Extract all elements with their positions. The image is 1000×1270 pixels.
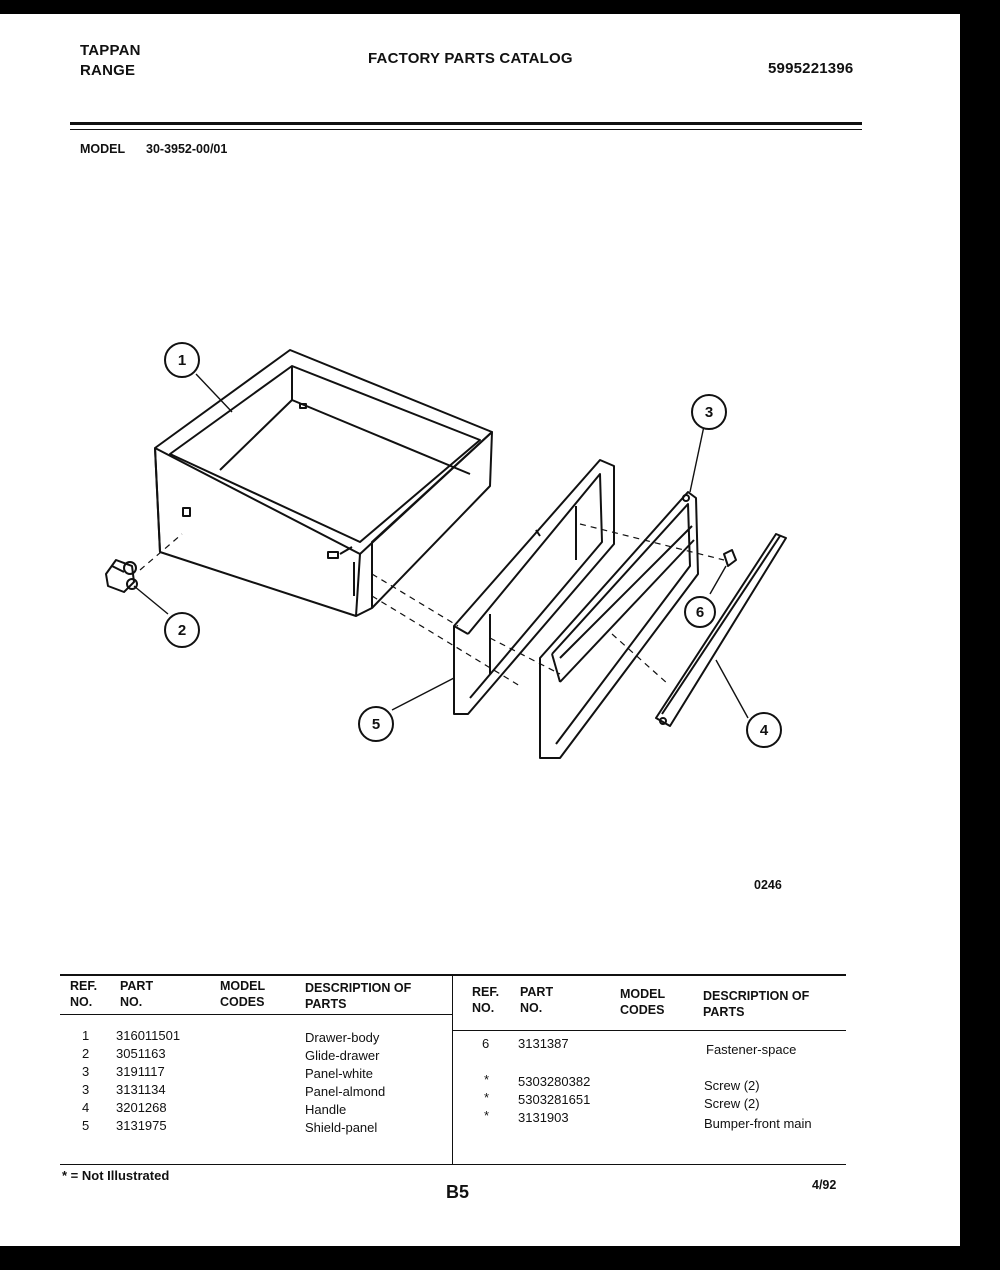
part-no: 3201268 bbox=[116, 1100, 167, 1115]
ref-no: 1 bbox=[82, 1028, 90, 1043]
part-no: 3131387 bbox=[518, 1036, 569, 1051]
revision-date: 4/92 bbox=[812, 1178, 837, 1192]
callout-3: 3 bbox=[704, 404, 714, 421]
table-top-rule bbox=[60, 974, 846, 976]
description: Screw (2) bbox=[704, 1096, 760, 1111]
ref-no: * bbox=[484, 1108, 490, 1123]
drawer-body-drawing bbox=[155, 350, 492, 616]
description: Panel-almond bbox=[305, 1084, 386, 1099]
ref-no: 3 bbox=[82, 1064, 90, 1079]
description: Shield-panel bbox=[305, 1120, 378, 1135]
ref-no: * bbox=[484, 1072, 490, 1087]
model-number: 30-3952-00/01 bbox=[146, 142, 228, 156]
part-no: 5303281651 bbox=[518, 1092, 591, 1107]
description: Panel-white bbox=[305, 1066, 373, 1081]
description: Drawer-body bbox=[305, 1030, 380, 1045]
description: Bumper-front main bbox=[704, 1116, 812, 1131]
col-ref-no: REF. NO. bbox=[70, 979, 98, 1009]
description: Glide-drawer bbox=[305, 1048, 380, 1063]
brand-line-1: TAPPAN bbox=[80, 42, 141, 59]
drawing-code: 0246 bbox=[754, 878, 782, 892]
callout-6: 6 bbox=[695, 604, 705, 621]
not-illustrated-note: * = Not Illustrated bbox=[62, 1168, 170, 1183]
catalog-title: FACTORY PARTS CATALOG bbox=[368, 50, 573, 67]
part-no: 3191117 bbox=[116, 1064, 165, 1079]
drawer-glide-drawing bbox=[106, 560, 137, 592]
part-no: 316011501 bbox=[116, 1028, 181, 1043]
ref-no: * bbox=[484, 1090, 490, 1105]
callout-4: 4 bbox=[759, 722, 769, 739]
ref-no: 6 bbox=[482, 1036, 490, 1051]
description: Handle bbox=[305, 1102, 347, 1117]
description: Screw (2) bbox=[704, 1078, 760, 1093]
table-bottom-rule bbox=[60, 1164, 846, 1165]
brand-line-2: RANGE bbox=[80, 62, 136, 79]
part-no: 5303280382 bbox=[518, 1074, 591, 1089]
ref-no: 4 bbox=[82, 1100, 90, 1115]
col-model-codes-right: MODEL CODES bbox=[620, 987, 665, 1017]
col-ref-no-right: REF. NO. bbox=[472, 985, 500, 1015]
catalog-number: 5995221396 bbox=[768, 60, 854, 77]
ref-no: 2 bbox=[82, 1046, 90, 1061]
callout-5: 5 bbox=[371, 716, 381, 733]
col-description-right: DESCRIPTION OF PARTS bbox=[703, 989, 810, 1019]
callout-1: 1 bbox=[177, 352, 187, 369]
table-header-rule-left bbox=[60, 1014, 452, 1015]
table-header-rule-right bbox=[452, 1030, 846, 1031]
part-no: 3131975 bbox=[116, 1118, 167, 1133]
callout-2: 2 bbox=[177, 622, 187, 639]
col-model-codes: MODEL CODES bbox=[220, 979, 265, 1009]
ref-no: 5 bbox=[82, 1118, 90, 1133]
exploded-parts-diagram bbox=[0, 14, 960, 914]
ref-no: 3 bbox=[82, 1082, 90, 1097]
part-no: 3051163 bbox=[116, 1046, 166, 1061]
catalog-page bbox=[0, 14, 960, 1246]
page-number: B5 bbox=[446, 1182, 470, 1202]
part-no: 3131903 bbox=[518, 1110, 569, 1125]
col-description: DESCRIPTION OF PARTS bbox=[305, 981, 412, 1011]
part-no: 3131134 bbox=[116, 1082, 166, 1097]
description: Fastener-space bbox=[706, 1042, 797, 1057]
col-part-no-right: PART NO. bbox=[520, 985, 554, 1015]
fastener-drawing bbox=[724, 550, 736, 566]
model-label: MODEL bbox=[80, 142, 126, 156]
table-divider bbox=[452, 974, 453, 1164]
col-part-no: PART NO. bbox=[120, 979, 154, 1009]
